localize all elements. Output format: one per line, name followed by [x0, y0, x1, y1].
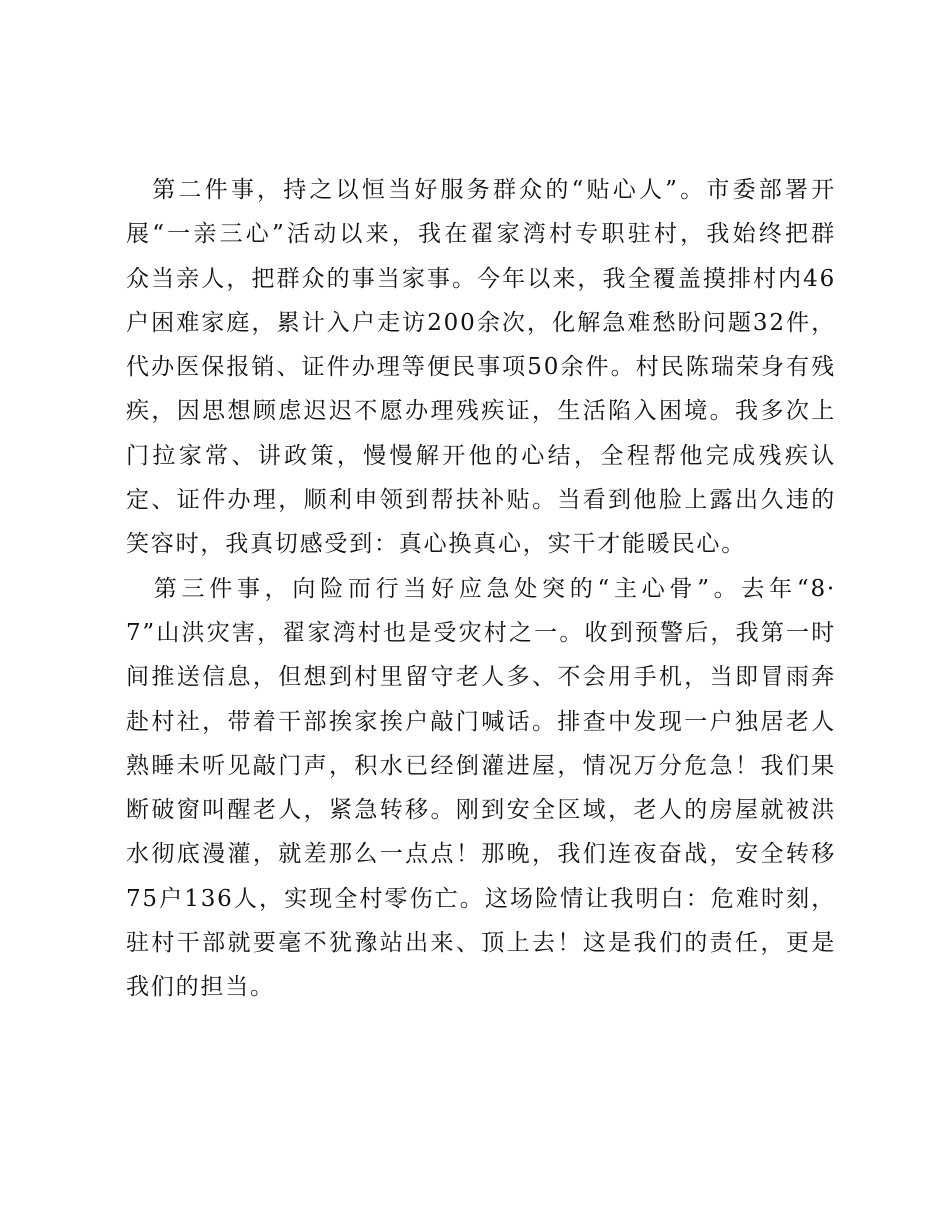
text-line: 驻村干部就要毫不犹豫站出来、顶上去！这是我们的责任，更是	[126, 930, 836, 957]
document-body	[126, 168, 836, 1010]
text-line: 定、证件办理，顺利申领到帮扶补贴。当看到他脸上露出久违的	[126, 487, 836, 514]
text-line: 疾，因思想顾虑迟迟不愿办理残疾证，生活陷入困境。我多次上	[126, 398, 836, 425]
text-line: 展“一亲三心”活动以来，我在翟家湾村专职驻村，我始终把群	[126, 221, 836, 248]
text-line: 门拉家常、讲政策，慢慢解开他的心结，全程帮他完成残疾认	[126, 442, 836, 469]
text-line: 第三件事，向险而行当好应急处突的“主心骨”。去年“8·	[126, 575, 836, 602]
text-line: 7”山洪灾害，翟家湾村也是受灾村之一。收到预警后，我第一时	[126, 619, 836, 646]
text-line: 第二件事，持之以恒当好服务群众的“贴心人”。市委部署开	[126, 177, 836, 203]
text-line: 水彻底漫灌，就差那么一点点！那晚，我们连夜奋战，安全转移	[126, 841, 836, 868]
text-line: 熟睡未听见敲门声，积水已经倒灌进屋，情况万分危急！我们果	[126, 752, 836, 779]
text-line: 间推送信息，但想到村里留守老人多、不会用手机，当即冒雨奔	[126, 664, 836, 691]
text-line: 众当亲人，把群众的事当家事。今年以来，我全覆盖摸排村内46	[126, 265, 836, 292]
text-line: 赴村社，带着干部挨家挨户敲门喊话。排查中发现一户独居老人	[126, 708, 836, 735]
text-line: 代办医保报销、证件办理等便民事项50余件。村民陈瑞荣身有残	[126, 354, 836, 381]
text-line: 我们的担当。	[126, 974, 275, 1001]
text-line: 笑容时，我真切感受到：真心换真心，实干才能暖民心。	[126, 531, 746, 558]
text-line: 75户136人，实现全村零伤亡。这场险情让我明白：危难时刻，	[126, 885, 836, 912]
text-line: 户困难家庭，累计入户走访200余次，化解急难愁盼问题32件，	[126, 309, 836, 336]
text-line: 断破窗叫醒老人，紧急转移。刚到安全区域，老人的房屋就被洪	[126, 797, 836, 824]
